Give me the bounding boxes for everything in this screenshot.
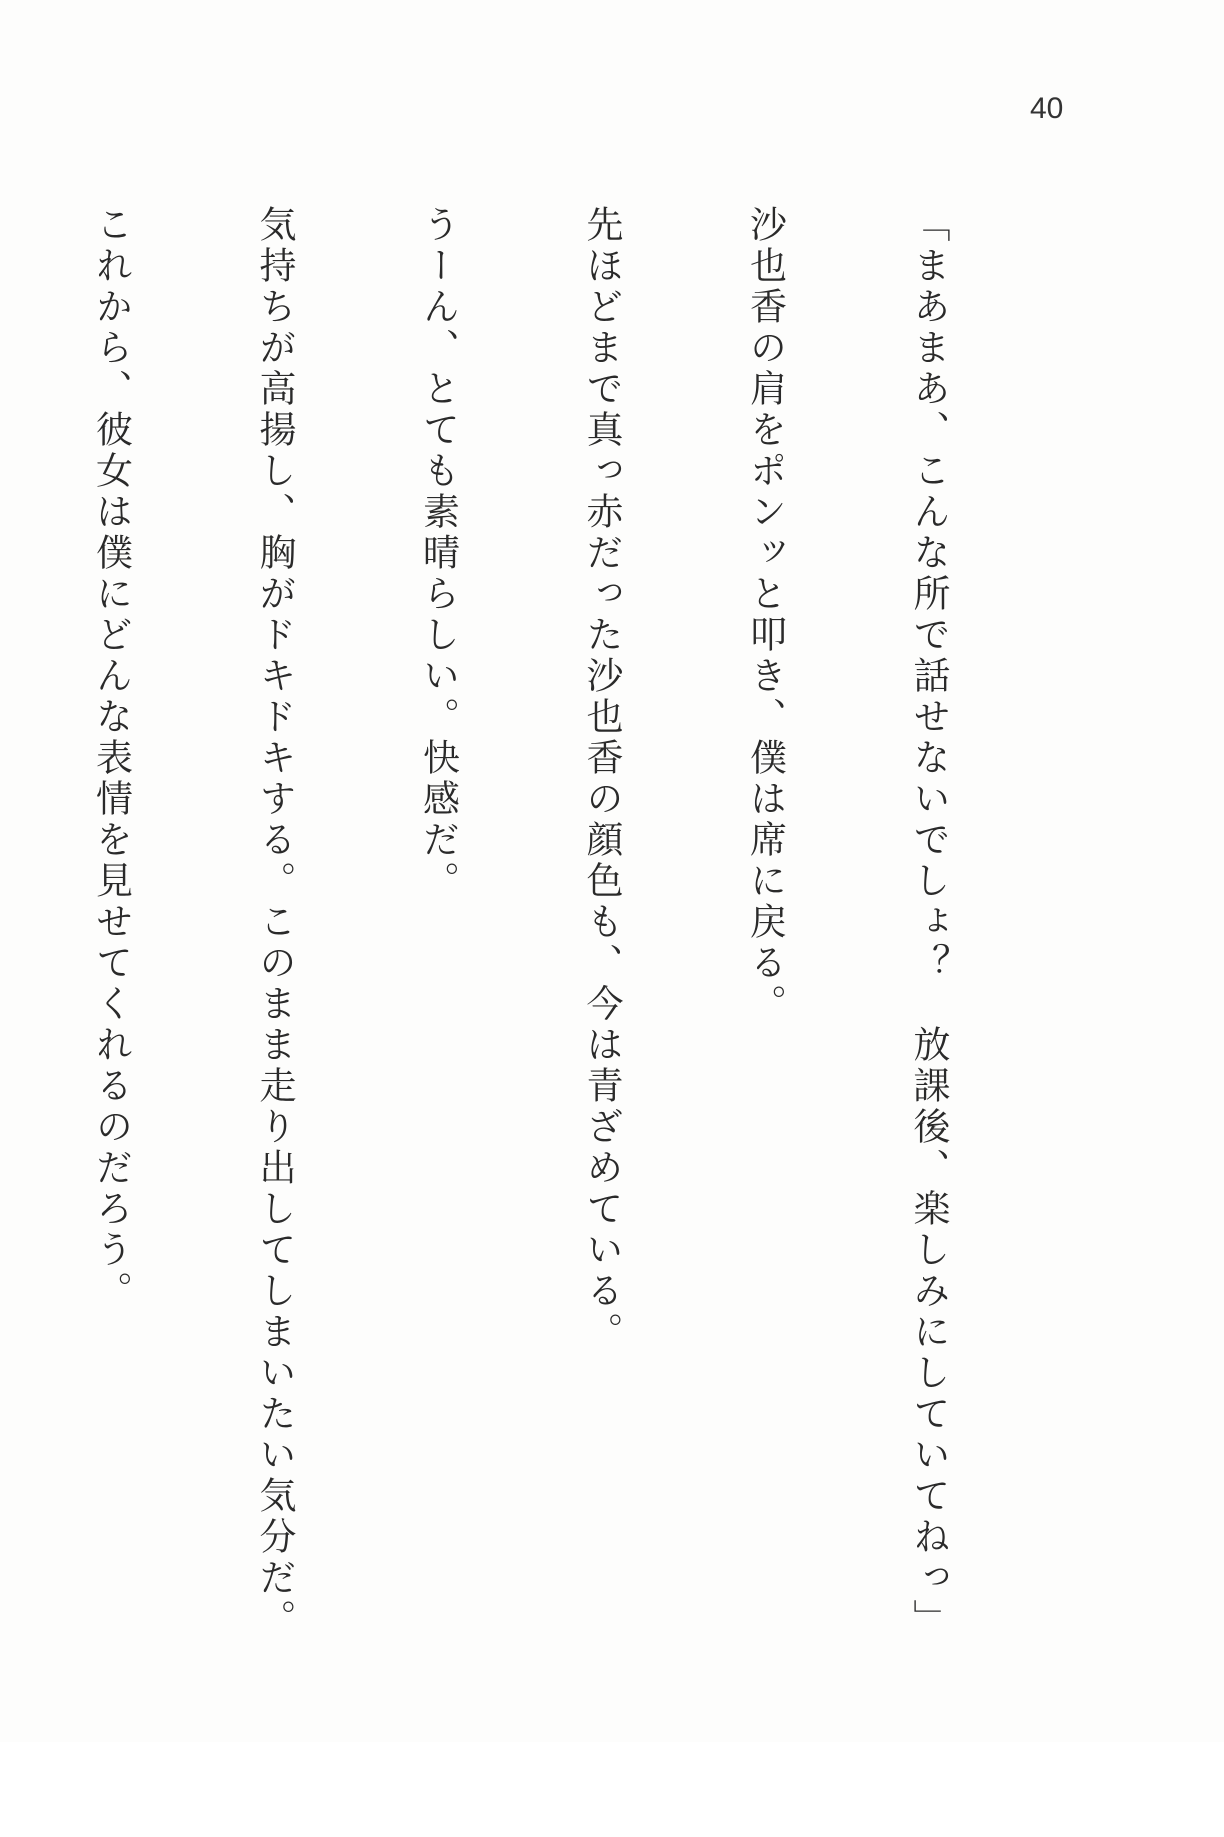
- text-line: うーん、とても素晴らしい。快感だ。: [416, 205, 460, 902]
- page-number: 40: [1030, 92, 1064, 125]
- text-line: 沙也香の肩をポンッと叩き、僕は席に戻る。: [743, 205, 787, 1025]
- text-line: 先ほどまで真っ赤だった沙也香の顔色も、今は青ざめている。: [580, 205, 623, 1353]
- text-line: これから、彼女は僕にどんな表情を見せてくれるのだろう。: [89, 205, 133, 1312]
- text-line: 「まあまあ、こんな所で話せないでしょ？ 放課後、楽しみにしていてねっ」: [907, 205, 950, 1640]
- vertical-text-body: [0, 205, 1064, 1665]
- text-line: 気持ちが高揚し、胸がドキドキする。このまま走り出してしまいたい気分だ。: [253, 205, 296, 1640]
